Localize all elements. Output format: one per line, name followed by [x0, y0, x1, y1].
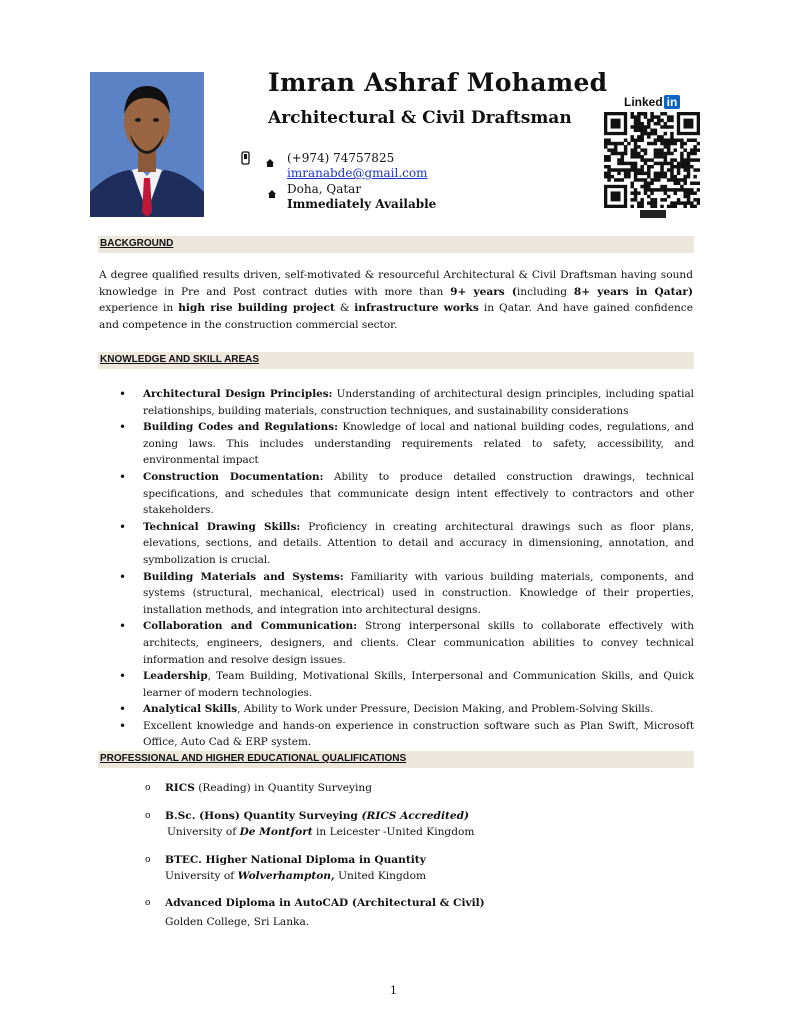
phone-icon — [240, 150, 252, 169]
bg-text: including — [516, 285, 574, 298]
email-link[interactable] — [287, 166, 427, 180]
skill-heading: Collaboration and Communication: — [143, 620, 358, 633]
institution-text: University of — [167, 826, 240, 838]
qualification-item — [145, 895, 645, 930]
location-text: Doha, Qatar — [287, 182, 362, 196]
skill-text: Strong interpersonal skills to collaborate effectively with architects, engineers, designers, and clients. Clear communication abilities to convey technical information and resolve design issues. — [143, 620, 694, 666]
qualification-item — [145, 852, 645, 884]
bg-text: A degree qualified results driven, self-motivated & resourceful Architectural & Civil Draftsman having sound knowledge in Pre and Post contract duties with more than — [99, 269, 693, 298]
skill-heading: Leadership — [143, 670, 208, 683]
section-qualifications — [98, 751, 694, 768]
home-icon — [265, 153, 275, 172]
availability-label: Immediately Available — [287, 197, 437, 211]
profile-photo — [90, 72, 204, 217]
circle-bullet: o — [145, 783, 151, 793]
section-skills — [98, 352, 694, 369]
linkedin-in-badge: in — [664, 95, 681, 109]
skill-heading: Building Materials and Systems: — [143, 570, 344, 583]
institution-name: De Montfort — [239, 826, 313, 838]
qualification-accreditation: (RICS Accredited) — [361, 810, 470, 822]
availability-text — [287, 197, 436, 211]
linkedin-logo[interactable] — [624, 95, 680, 109]
skill-heading: Architectural Design Principles: — [143, 388, 333, 400]
linkedin-word: Linked — [624, 95, 663, 109]
skill-heading: Analytical Skills — [143, 703, 238, 716]
page-number: 1 — [390, 984, 397, 997]
bg-text: experience in — [99, 302, 179, 315]
bg-emphasis: infrastructure works — [354, 302, 479, 315]
phone-number: (+974) 74757825 — [287, 151, 395, 165]
skill-text: Familiarity with various building materials, components, and systems (structural, mechanical, electrical) used in construction. Knowledge of their properties, installation methods, and integration into architectural designs. — [143, 570, 694, 616]
qualification-title: B.Sc. (Hons) Quantity Surveying — [165, 810, 362, 822]
skill-text: Knowledge of local and national building codes, regulations, and zoning laws. This includes understanding requirements related to safety, accessibility, and environmental impact — [143, 421, 694, 467]
qualification-detail: (Reading) in Quantity Surveying — [194, 782, 373, 794]
institution-text: in Leicester -United Kingdom — [312, 826, 475, 838]
qr-scan-tag — [640, 210, 666, 218]
skill-text: Understanding of architectural design principles, including spatial relationships, building materials, construction techniques, and sustainability considerations — [143, 388, 695, 417]
bg-emphasis: 9+ years ( — [450, 285, 517, 298]
section-title: PROFESSIONAL AND HIGHER EDUCATIONAL QUALIFICATIONS — [100, 753, 407, 764]
skill-heading: Construction Documentation: — [143, 470, 324, 483]
list-item — [99, 419, 694, 469]
circle-bullet: o — [145, 811, 151, 821]
email-text[interactable]: imranabde@gmail.com — [287, 166, 428, 180]
institution-text: University of — [165, 870, 238, 882]
institution-text: Golden College, Sri Lanka. — [165, 916, 310, 928]
qualification-title: RICS — [165, 782, 195, 794]
qr-code — [604, 112, 700, 208]
institution-text: United Kingdom — [334, 870, 426, 882]
list-item — [99, 718, 694, 751]
bg-text: in Qatar. And have gained confidence and competence in the construction commercial sector. — [99, 302, 693, 331]
list-item — [99, 569, 694, 619]
candidate-name: Imran Ashraf Mohamed — [268, 68, 608, 97]
skill-text: Proficiency in creating architectural drawings such as floor plans, elevations, sections, and details. Attention to detail and accuracy in dimensioning, annotation, and symbolization is crucial. — [143, 520, 695, 566]
qualification-item — [145, 780, 645, 796]
section-background — [98, 236, 694, 253]
skill-text: , Ability to Work under Pressure, Decision Making, and Problem-Solving Skills. — [237, 703, 654, 716]
list-item — [99, 701, 694, 718]
skill-text: Ability to produce detailed construction drawings, technical specifications, and schedules that communicate design intent effectively to contractors and other stakeholders. — [143, 470, 694, 517]
qualification-item — [145, 808, 645, 840]
list-item — [99, 618, 694, 668]
circle-bullet: o — [145, 855, 151, 865]
list-item — [99, 668, 694, 701]
section-title: BACKGROUND — [100, 238, 174, 249]
skill-heading: Technical Drawing Skills: — [143, 520, 301, 533]
qualification-title: BTEC. Higher National Diploma in Quantity — [165, 854, 426, 866]
skill-text: , Team Building, Motivational Skills, Interpersonal and Communication Skills, and Quick learner of modern technologies. — [143, 670, 694, 699]
circle-bullet: o — [145, 898, 151, 908]
skill-heading: Building Codes and Regulations: — [143, 421, 338, 434]
bg-emphasis: high rise building project — [178, 302, 335, 315]
background-paragraph — [99, 267, 693, 333]
list-item — [99, 469, 694, 519]
skill-text: Excellent knowledge and hands-on experience in construction software such as Plan Swift, Microsoft Office, Auto Cad & ERP system. — [143, 719, 694, 749]
bg-text: & — [334, 302, 355, 315]
list-item — [99, 519, 694, 569]
list-item — [99, 386, 694, 419]
location-icon — [267, 184, 277, 203]
section-title: KNOWLEDGE AND SKILL AREAS — [100, 354, 260, 365]
bg-emphasis: 8+ years in Qatar) — [573, 285, 693, 298]
job-title: Architectural & Civil Draftsman — [268, 108, 572, 128]
skills-list — [99, 386, 694, 751]
qualification-title: Advanced Diploma in AutoCAD (Architectural & Civil) — [165, 897, 485, 909]
institution-name: Wolverhampton, — [237, 870, 335, 882]
